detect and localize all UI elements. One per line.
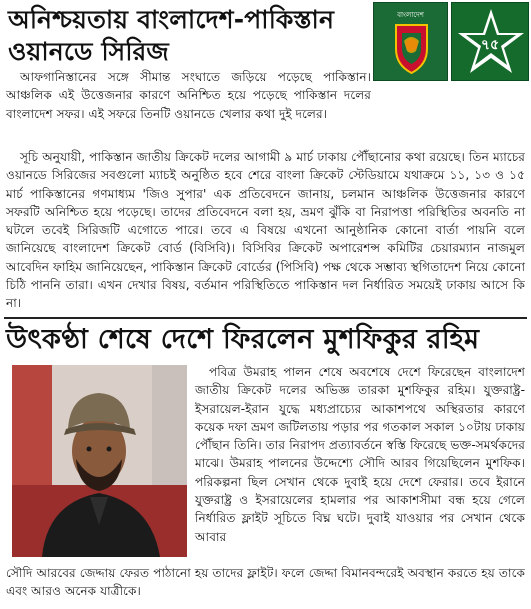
article1-paragraph-1: আফগানিস্তানের সঙ্গে সীমান্ত সংঘাতে জড়িয়ে পড়েছে পাকিস্তান। আঞ্চলিক এই উত্তেজনার কারণে অনিশ্চিত হয়ে পড়েছে পাকিস্তান দলের বাংলাদেশ সফর। এই সফরে তিনটি ওয়ানডে খেলার কথা দুই দলের। xyxy=(6,70,371,121)
player-photo xyxy=(12,365,187,557)
pcb-logo xyxy=(451,2,529,81)
article1-body-top xyxy=(6,68,371,123)
article2-body-bottom xyxy=(6,564,525,601)
pcb-logo-text: ৭৫ xyxy=(480,37,500,53)
section-divider xyxy=(4,317,527,319)
portrait-image xyxy=(12,365,187,557)
article2-headline: উৎকণ্ঠা শেষে দেশে ফিরলেন মুশফিকুর রহিম xyxy=(6,324,480,355)
article1-headline: অনিশ্চয়তায় বাংলাদেশ-পাকিস্তান ওয়ানডে সিরিজ xyxy=(8,5,335,66)
article2-body-side xyxy=(195,363,525,546)
bcb-logo-text: বাংলাদেশ xyxy=(397,11,424,19)
article2-paragraph-1: পবিত্র উমরাহ পালন শেষে অবশেষে দেশে ফিরেছেন বাংলাদেশ জাতীয় ক্রিকেট দলের অভিজ্ঞ তারকা মুশফিকুর রহিম। যুক্তরাষ্ট্র-ইসরায়েল-ইরান যুদ্ধে মধ্যপ্রাচ্যের আকাশপথে অস্থিরতার কারণে কয়েক দফা ভ্রমণ জটিলতায় পড়ার পর গতকাল সকাল ১০টায় ঢাকায় পৌঁছান তিনি। তার নিরাপদ প্রত্যাবর্তনে স্বস্তি ফিরেছে ভক্ত-সমর্থকদের মাঝে। উমরাহ পালনের উদ্দেশ্যে সৌদি আরব গিয়েছিলেন মুশফিক। পরিকল্পনা ছিল সেখান থেকে দুবাই হয়ে দেশে ফেরার। তবে ইরানে যুক্তরাষ্ট্র ও ইসরায়েলের হামলার পর আকাশসীমা বন্ধ হয়ে গেলে নির্ধারিত ফ্লাইট সূচিতে বিঘ্ন ঘটে। দুবাই যাওয়ার পর সেখান থেকে আবার xyxy=(195,365,525,544)
article2-paragraph-2: সৌদি আরবের জেদ্দায় ফেরত পাঠানো হয় তাদের ফ্লাইট। ফলে জেদ্দা বিমানবন্দরেই অবস্থান করতে হয় তাকে এবং আরও অনেক যাত্রীকে। xyxy=(6,566,525,599)
bcb-logo xyxy=(373,2,448,81)
article1-body-rest xyxy=(6,148,525,313)
bcb-shield-icon xyxy=(374,3,449,82)
article1-paragraph-2: সূচি অনুযায়ী, পাকিস্তান জাতীয় ক্রিকেট দলের আগামী ৯ মার্চ ঢাকায় পৌঁছানোর কথা রয়েছে। তিন ম্যাচের ওয়ানডে সিরিজের সবগুলো ম্যাচই অনুষ্ঠিত হবে শেরে বাংলা ক্রিকেট স্টেডিয়ামে যথাক্রমে ১১, ১৩ ও ১৫ মার্চ পাকিস্তানের গণমাধ্যম 'জিও সুপার' এক প্রতিবেদনে জানায়, চলমান আঞ্চলিক উত্তেজনার কারণে সফরটি অনিশ্চিত হয়ে পড়েছে। তাদের প্রতিবেদনে বলা হয়, ভ্রমণ ঝুঁকি বা নিরাপত্তা পরিস্থিতির অবনতি না ঘটলে তবেই সিরিজটি এগোতে পারে। তবে এ বিষয়ে এখনো আনুষ্ঠানিক কোনো বার্তা পায়নি বলে জানিয়েছে বাংলাদেশ ক্রিকেট বোর্ড (বিসিবি)। বিসিবির ক্রিকেট অপারেশন্স কমিটির চেয়ারম্যান নাজমুল আবেদিন ফাহিম জানিয়েছেন, পাকিস্তান ক্রিকেট বোর্ডের (পিসিবি) পক্ষ থেকে সম্ভাব্য স্থগিতাদেশ নিয়ে কোনো চিঠি পাননি তারা। এখন দেখার বিষয়, বর্তমান পরিস্থিতিতে পাকিস্তান দল নির্ধারিত সময়েই ঢাকায় আসে কি না। xyxy=(6,150,525,311)
